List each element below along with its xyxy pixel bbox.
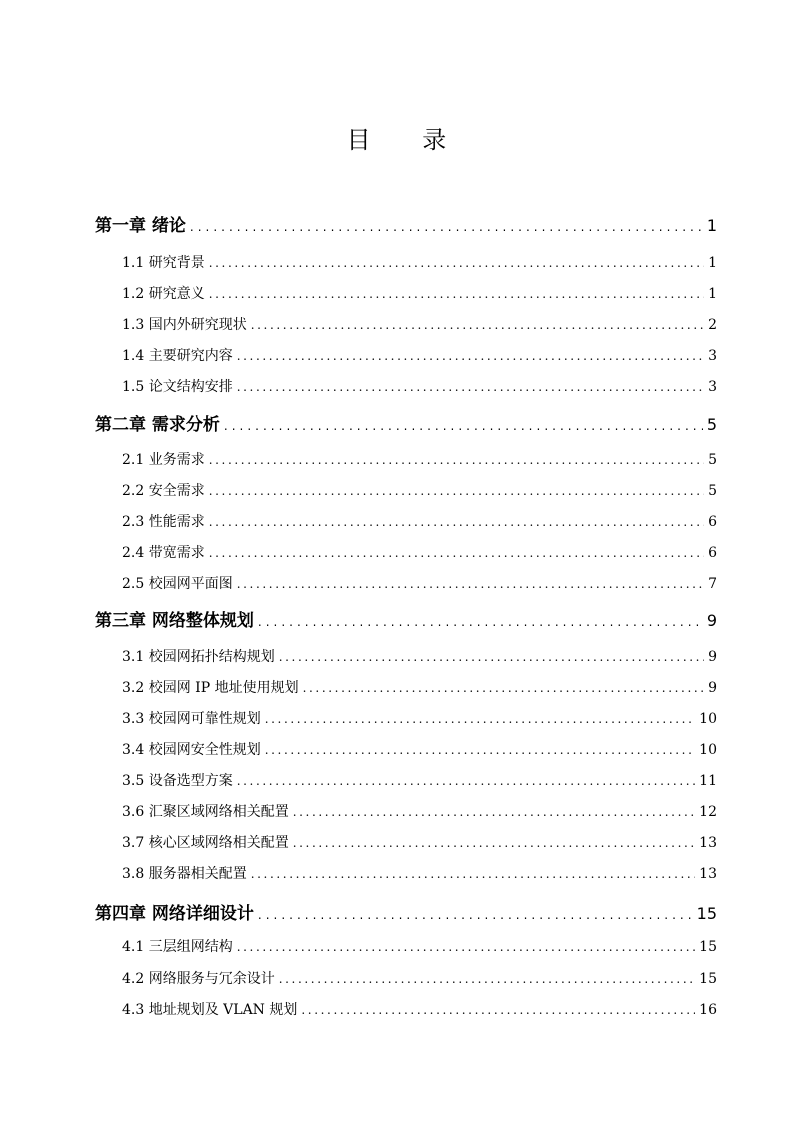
toc-dot-leader xyxy=(209,453,704,467)
toc-section-entry[interactable] xyxy=(122,936,717,956)
toc-section-label: 3.7 核心区域网络相关配置 xyxy=(122,835,289,851)
toc-section-page-number: 12 xyxy=(699,804,717,820)
toc-chapter-entry[interactable] xyxy=(95,410,717,435)
toc-section-page-number: 1 xyxy=(708,255,717,271)
toc-section-entry[interactable] xyxy=(122,449,717,469)
toc-dot-leader xyxy=(209,515,704,529)
toc-dot-leader xyxy=(251,867,695,881)
toc-section-entry[interactable] xyxy=(122,770,717,790)
toc-section-page-number: 5 xyxy=(708,452,717,468)
toc-dot-leader xyxy=(251,318,704,332)
toc-section-label: 4.3 地址规划及 VLAN 规划 xyxy=(122,1002,298,1018)
toc-section-label: 1.2 研究意义 xyxy=(122,286,205,302)
toc-section-entry[interactable] xyxy=(122,968,717,988)
toc-chapter-label: 第一章 绪论 xyxy=(95,216,186,236)
toc-section-label: 3.5 设备选型方案 xyxy=(122,773,233,789)
toc-dot-leader xyxy=(293,836,695,850)
toc-chapter-page-number: 9 xyxy=(706,611,717,630)
toc-chapter-label: 第三章 网络整体规划 xyxy=(95,611,254,631)
toc-section-page-number: 10 xyxy=(699,711,717,727)
toc-section-entry[interactable] xyxy=(122,708,717,728)
toc-chapter-page-number: 5 xyxy=(706,415,717,434)
toc-dot-leader xyxy=(237,349,704,363)
toc-section-label: 1.5 论文结构安排 xyxy=(122,379,233,395)
toc-section-entry[interactable] xyxy=(122,832,717,852)
toc-section-entry[interactable] xyxy=(122,345,717,365)
toc-dot-leader xyxy=(209,287,704,301)
toc-section-page-number: 3 xyxy=(708,348,717,364)
toc-section-entry[interactable] xyxy=(122,999,717,1019)
toc-dot-leader xyxy=(224,419,703,433)
toc-dot-leader xyxy=(265,712,695,726)
toc-section-page-number: 16 xyxy=(699,1002,717,1018)
toc-section-label: 4.1 三层组网结构 xyxy=(122,939,233,955)
toc-dot-leader xyxy=(293,805,695,819)
toc-chapter-label: 第二章 需求分析 xyxy=(95,415,220,435)
toc-section-page-number: 15 xyxy=(699,971,717,987)
toc-dot-leader xyxy=(237,577,704,591)
toc-chapter-entry[interactable] xyxy=(95,899,717,924)
toc-dot-leader xyxy=(279,650,704,664)
toc-section-entry[interactable] xyxy=(122,314,717,334)
toc-dot-leader xyxy=(209,546,704,560)
toc-section-label: 2.2 安全需求 xyxy=(122,483,205,499)
toc-section-entry[interactable] xyxy=(122,739,717,759)
toc-section-page-number: 7 xyxy=(708,576,717,592)
toc-section-entry[interactable] xyxy=(122,677,717,697)
toc-section-label: 1.4 主要研究内容 xyxy=(122,348,233,364)
toc-section-page-number: 6 xyxy=(708,514,717,530)
toc-section-page-number: 9 xyxy=(708,680,717,696)
toc-section-page-number: 2 xyxy=(708,317,717,333)
toc-section-label: 2.4 带宽需求 xyxy=(122,545,205,561)
toc-section-label: 3.3 校园网可靠性规划 xyxy=(122,711,261,727)
toc-chapter-entry[interactable] xyxy=(95,606,717,631)
toc-section-page-number: 6 xyxy=(708,545,717,561)
toc-section-page-number: 1 xyxy=(708,286,717,302)
toc-chapter-page-number: 1 xyxy=(706,216,717,235)
toc-section-page-number: 3 xyxy=(708,379,717,395)
toc-section-entry[interactable] xyxy=(122,283,717,303)
toc-dot-leader xyxy=(190,220,703,234)
toc-section-entry[interactable] xyxy=(122,801,717,821)
toc-section-entry[interactable] xyxy=(122,252,717,272)
toc-dot-leader xyxy=(237,774,695,788)
toc-dot-leader xyxy=(265,743,695,757)
toc-section-page-number: 13 xyxy=(699,835,717,851)
toc-section-label: 1.1 研究背景 xyxy=(122,255,205,271)
toc-section-label: 3.8 服务器相关配置 xyxy=(122,866,247,882)
toc-section-label: 3.6 汇聚区域网络相关配置 xyxy=(122,804,289,820)
toc-section-label: 2.3 性能需求 xyxy=(122,514,205,530)
toc-section-entry[interactable] xyxy=(122,511,717,531)
toc-section-entry[interactable] xyxy=(122,573,717,593)
toc-section-label: 2.1 业务需求 xyxy=(122,452,205,468)
toc-dot-leader xyxy=(209,484,704,498)
toc-section-label: 3.1 校园网拓扑结构规划 xyxy=(122,649,275,665)
toc-dot-leader xyxy=(258,615,703,629)
toc-dot-leader xyxy=(303,681,705,695)
toc-section-page-number: 13 xyxy=(699,866,717,882)
toc-section-label: 3.4 校园网安全性规划 xyxy=(122,742,261,758)
toc-section-label: 4.2 网络服务与冗余设计 xyxy=(122,971,275,987)
toc-section-page-number: 9 xyxy=(708,649,717,665)
toc-section-label: 2.5 校园网平面图 xyxy=(122,576,233,592)
toc-section-entry[interactable] xyxy=(122,376,717,396)
toc-dot-leader xyxy=(279,972,695,986)
toc-section-entry[interactable] xyxy=(122,542,717,562)
toc-dot-leader xyxy=(301,1003,695,1017)
toc-chapter-label: 第四章 网络详细设计 xyxy=(95,904,254,924)
toc-dot-leader xyxy=(237,940,695,954)
toc-dot-leader xyxy=(258,908,693,922)
toc-section-page-number: 5 xyxy=(708,483,717,499)
toc-section-page-number: 11 xyxy=(699,773,717,789)
toc-section-page-number: 15 xyxy=(699,939,717,955)
toc-section-label: 1.3 国内外研究现状 xyxy=(122,317,247,333)
toc-dot-leader xyxy=(237,380,704,394)
toc-section-page-number: 10 xyxy=(699,742,717,758)
toc-chapter-page-number: 15 xyxy=(696,904,717,923)
toc-section-label: 3.2 校园网 IP 地址使用规划 xyxy=(122,680,299,696)
toc-dot-leader xyxy=(209,256,704,270)
toc-section-entry[interactable] xyxy=(122,646,717,666)
toc-section-entry[interactable] xyxy=(122,480,717,500)
toc-section-entry[interactable] xyxy=(122,863,717,883)
toc-chapter-entry[interactable] xyxy=(95,211,717,236)
toc-title: 目 录 xyxy=(346,126,469,154)
